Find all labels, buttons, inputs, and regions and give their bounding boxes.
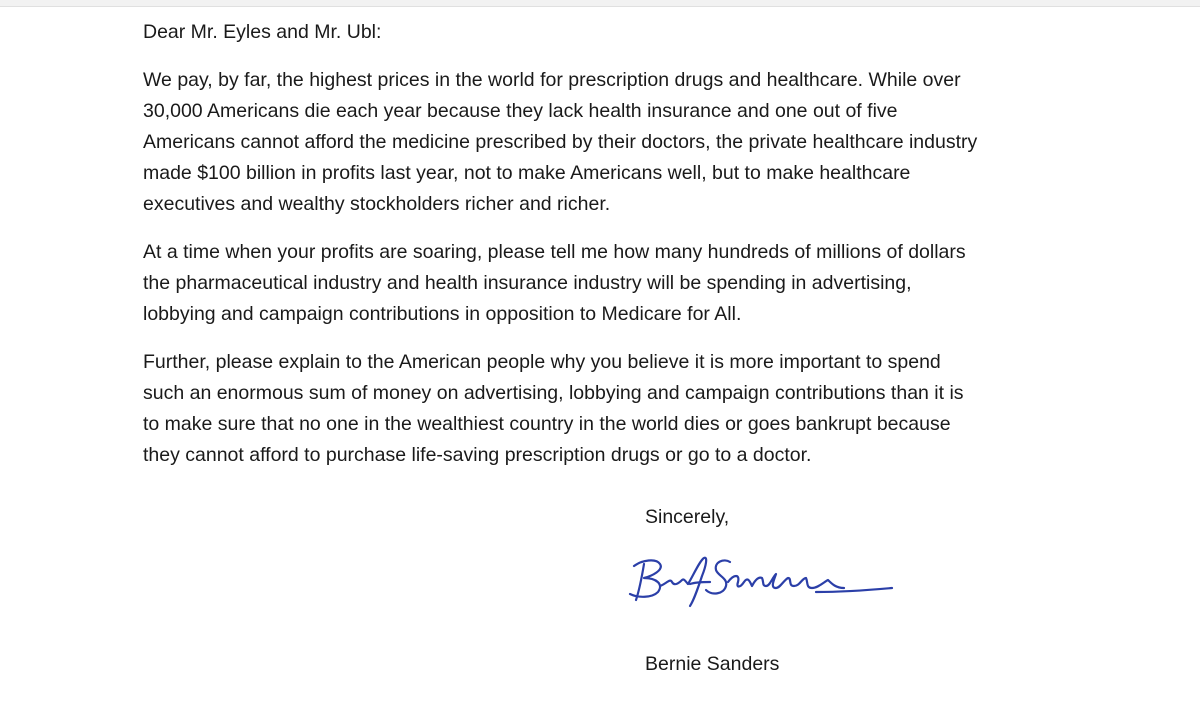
paragraph-line: Further, please explain to the American people why you believe it is more important to spend bbox=[143, 351, 941, 373]
paragraph-line: they cannot afford to purchase life-saving prescription drugs or go to a doctor. bbox=[143, 444, 812, 466]
paragraph-2 bbox=[143, 237, 1088, 330]
paragraph-line: We pay, by far, the highest prices in the world for prescription drugs and healthcare. While over bbox=[143, 69, 961, 91]
paragraph-line: executives and wealthy stockholders richer and richer. bbox=[143, 193, 611, 215]
paragraph-line: such an enormous sum of money on advertising, lobbying and campaign contributions than it is bbox=[143, 382, 964, 404]
paragraph-line: made $100 billion in profits last year, not to make Americans well, but to make healthcare bbox=[143, 162, 911, 184]
paragraph-line: lobbying and campaign contributions in opposition to Medicare for All. bbox=[143, 303, 742, 325]
paragraph-line: the pharmaceutical industry and health insurance industry will be spending in advertising, bbox=[143, 272, 912, 294]
handwritten-signature bbox=[620, 548, 910, 618]
paragraph-line: to make sure that no one in the wealthiest country in the world dies or goes bankrupt because bbox=[143, 413, 951, 435]
paragraph-1 bbox=[143, 65, 1088, 220]
paragraph-3 bbox=[143, 347, 1088, 471]
closing: Sincerely, bbox=[645, 506, 730, 528]
paragraph-line: Americans cannot afford the medicine prescribed by their doctors, the private healthcare industry bbox=[143, 131, 978, 153]
top-divider bbox=[0, 0, 1200, 7]
paragraph-line: At a time when your profits are soaring, please tell me how many hundreds of millions of dollars bbox=[143, 241, 966, 263]
salutation: Dear Mr. Eyles and Mr. Ubl: bbox=[143, 21, 382, 43]
letter-body bbox=[143, 17, 1088, 488]
paragraph-line: 30,000 Americans die each year because they lack health insurance and one out of five bbox=[143, 100, 898, 122]
signer-name: Bernie Sanders bbox=[645, 653, 780, 675]
